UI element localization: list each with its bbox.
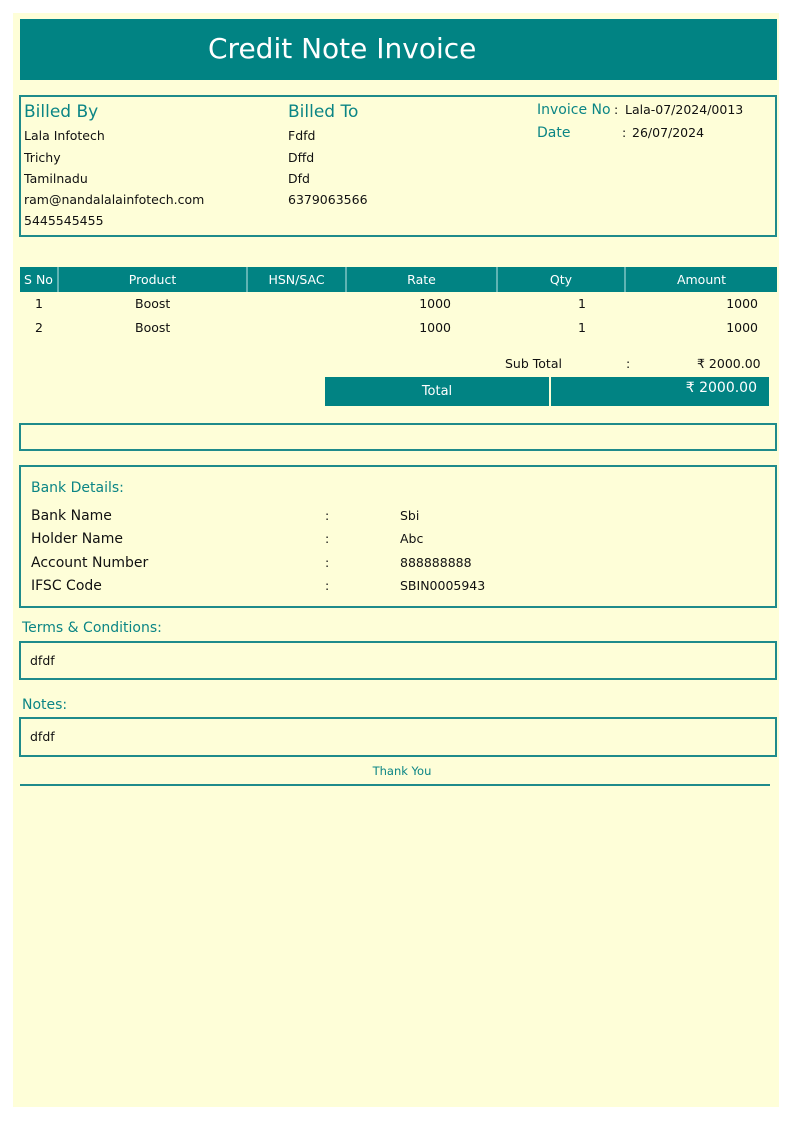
col-header-rate: Rate — [407, 272, 436, 287]
subtotal-label: Sub Total — [505, 356, 562, 371]
cell-qty: 1 — [578, 320, 586, 335]
date-value: 26/07/2024 — [632, 125, 705, 140]
cell-sno: 2 — [35, 320, 43, 335]
billed-to-line: Fdfd — [288, 128, 316, 143]
table-row — [20, 294, 777, 314]
empty-note-box — [19, 423, 777, 451]
billed-to-line: Dfd — [288, 171, 310, 186]
billed-by-phone: 5445545455 — [24, 213, 104, 228]
holder-name-label: Holder Name — [31, 531, 123, 547]
invoice-no-value: Lala-07/2024/0013 — [625, 102, 744, 117]
bank-colon: : — [325, 508, 330, 523]
col-header-hsn: HSN/SAC — [268, 272, 325, 287]
cell-product: Boost — [135, 320, 171, 335]
account-number-label: Account Number — [31, 555, 149, 571]
date-label: Date — [537, 125, 571, 141]
billed-by-line: Lala Infotech — [24, 128, 105, 143]
col-header-qty: Qty — [549, 272, 573, 287]
thank-you-text: Thank You — [372, 764, 432, 778]
col-header-amount: Amount — [676, 272, 727, 287]
billed-to-line: Dffd — [288, 150, 315, 165]
billed-by-line: Tamilnadu — [24, 171, 88, 186]
cell-rate: 1000 — [419, 320, 451, 335]
notes-box — [19, 717, 777, 757]
bank-details-heading: Bank Details: — [31, 480, 124, 496]
date-colon: : — [622, 125, 627, 140]
cell-qty: 1 — [578, 296, 586, 311]
subtotal-value: ₹ 2000.00 — [697, 356, 761, 371]
items-table-header — [20, 267, 777, 292]
bank-colon: : — [325, 578, 330, 593]
bank-colon: : — [325, 555, 330, 570]
col-header-sno: S No — [24, 272, 53, 287]
billed-by-heading: Billed By — [24, 102, 99, 122]
invoice-no-colon: : — [614, 102, 619, 117]
account-number-value: 888888888 — [400, 555, 472, 570]
billed-to-heading: Billed To — [288, 102, 359, 122]
billed-to-phone: 6379063566 — [288, 192, 368, 207]
bank-details-box — [19, 465, 777, 608]
title-bar — [20, 19, 777, 80]
terms-box — [19, 641, 777, 680]
table-row — [20, 318, 777, 338]
total-value-cell — [551, 377, 769, 406]
ifsc-code-label: IFSC Code — [31, 578, 102, 594]
terms-heading: Terms & Conditions: — [22, 620, 162, 636]
total-value: ₹ 2000.00 — [685, 380, 757, 396]
billed-by-line: Trichy — [24, 150, 61, 165]
total-label-cell — [325, 377, 549, 406]
cell-amount: 1000 — [726, 296, 758, 311]
bank-name-label: Bank Name — [31, 508, 112, 524]
cell-sno: 1 — [35, 296, 43, 311]
footer-divider — [20, 784, 770, 786]
total-label: Total — [421, 384, 453, 399]
ifsc-code-value: SBIN0005943 — [400, 578, 486, 593]
subtotal-colon: : — [626, 356, 631, 371]
invoice-no-label: Invoice No — [537, 102, 611, 118]
bank-name-value: Sbi — [400, 508, 420, 523]
bank-colon: : — [325, 531, 330, 546]
billed-by-email: ram@nandalalainfotech.com — [24, 192, 205, 207]
notes-heading: Notes: — [22, 697, 68, 713]
holder-name-value: Abc — [400, 531, 424, 546]
cell-rate: 1000 — [419, 296, 451, 311]
cell-amount: 1000 — [726, 320, 758, 335]
cell-product: Boost — [135, 296, 171, 311]
col-header-product: Product — [128, 272, 177, 287]
terms-text: dfdf — [30, 653, 55, 668]
notes-text: dfdf — [30, 729, 55, 744]
page-title: Credit Note Invoice — [208, 32, 477, 65]
